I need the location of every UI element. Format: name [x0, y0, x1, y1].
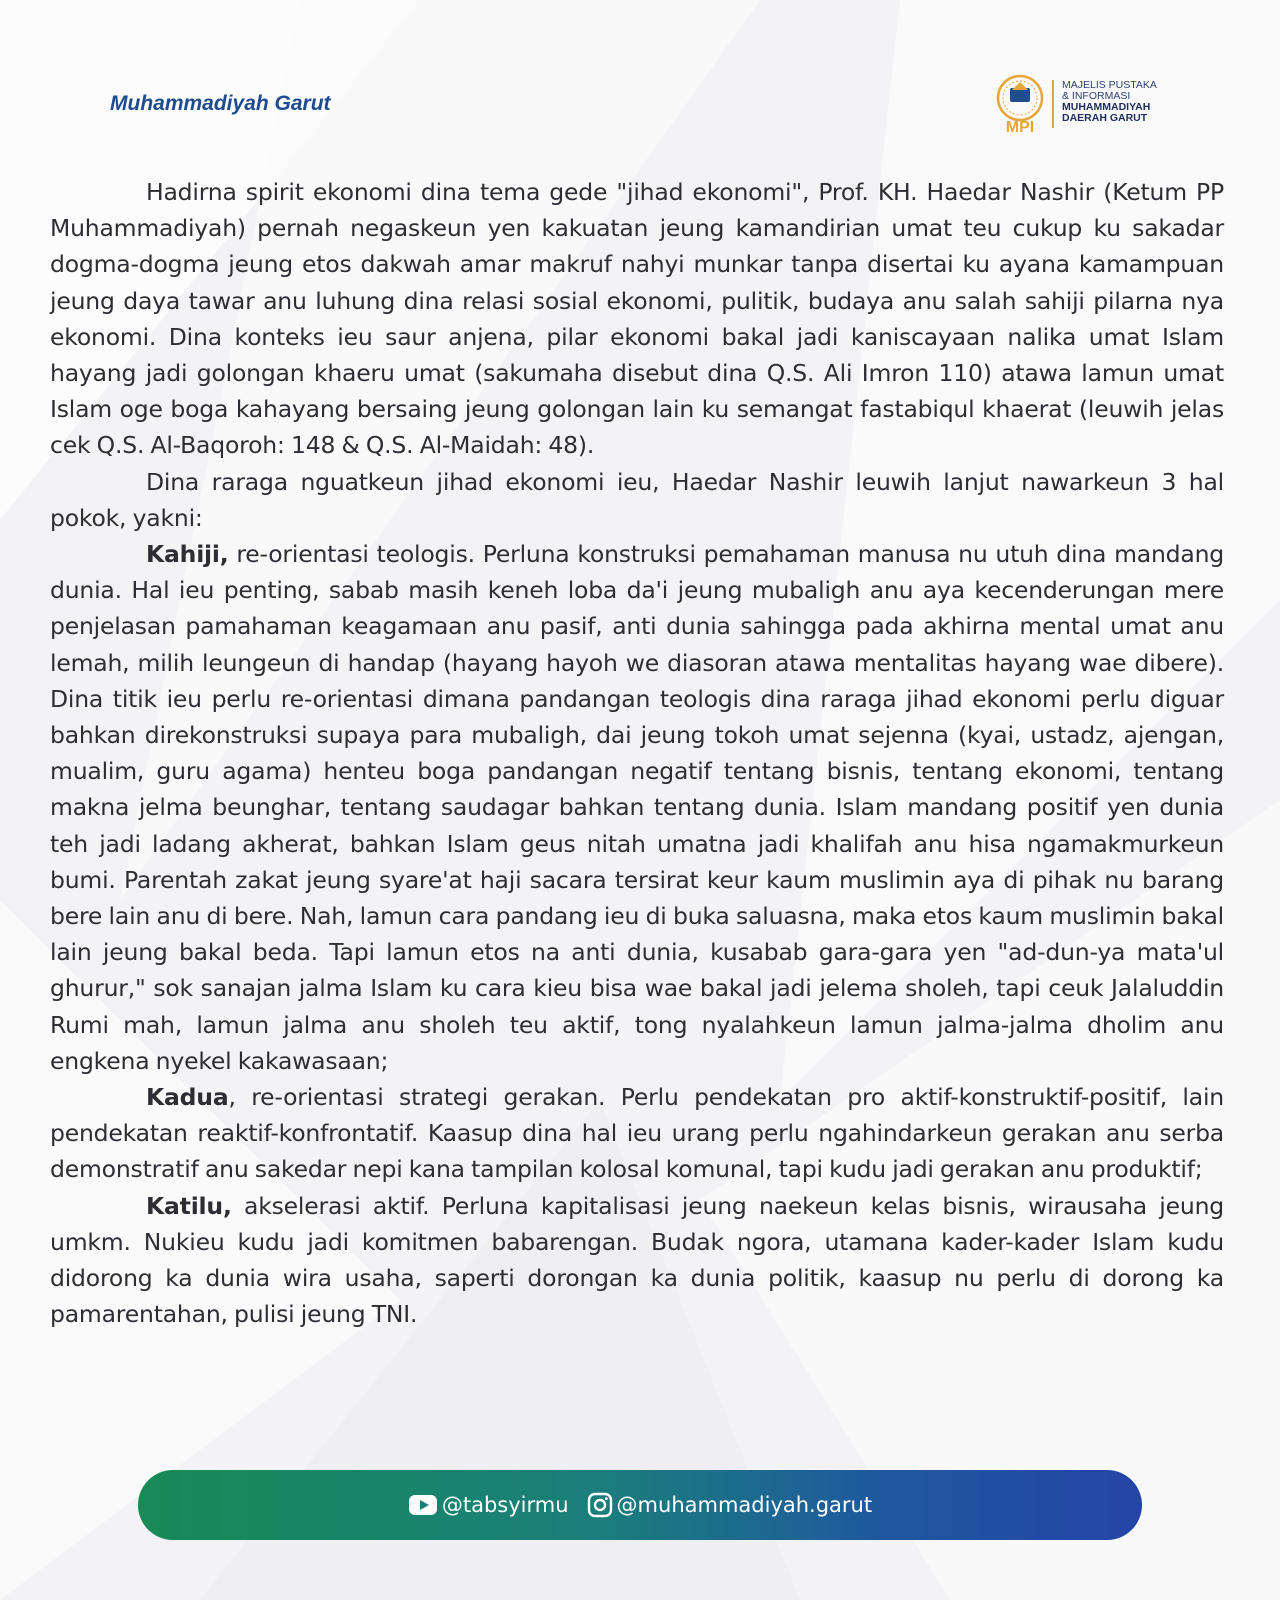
paragraph-4-text: , re-orientasi strategi gerakan. Perlu pendekatan pro aktif-konstruktif-positif, lain pendekatan reaktif-konfrontatif. Kaasup dina hal ieu urang perlu ngahindarkeun gerakan anu serba demonstratif anu sakedar nepi kana tampilan kolosal komunal, tapi kudu jadi gerakan anu produktif; — [50, 1083, 1224, 1184]
paragraph-4 — [50, 1079, 1224, 1188]
logo-text — [1062, 80, 1192, 124]
mpi-emblem-icon — [988, 72, 1052, 136]
article-body — [50, 174, 1224, 1333]
paragraph-2: Dina raraga nguatkeun jihad ekonomi ieu, Haedar Nashir leuwih lanjut nawarkeun 3 hal pokok, yakni: — [50, 467, 1224, 532]
instagram-icon — [587, 1492, 613, 1518]
paragraph-3 — [50, 536, 1224, 1079]
page-title: Muhammadiyah Garut — [110, 92, 331, 115]
logo-line-1: MAJELIS PUSTAKA — [1062, 79, 1157, 91]
paragraph-4-lead: Kadua — [146, 1083, 229, 1112]
paragraph-3-lead: Kahiji, — [146, 540, 229, 569]
paragraph-5 — [50, 1188, 1224, 1333]
instagram-handle: @muhammadiyah.garut — [616, 1493, 873, 1517]
youtube-link[interactable] — [408, 1493, 569, 1517]
mpi-logo — [988, 72, 1188, 136]
logo-line-2: & INFORMASI — [1062, 90, 1131, 102]
logo-line-4: DAERAH GARUT — [1062, 112, 1148, 124]
logo-line-3: MUHAMMADIYAH — [1062, 101, 1151, 113]
logo-divider — [1052, 80, 1054, 128]
paragraph-5-text: akselerasi aktif. Perluna kapitalisasi jeung naekeun kelas bisnis, wirausaha jeung umkm. Nukieu kudu jadi komitmen babarengan. Budak ngora, utamana kader-kader Islam kudu didorong ka dunia wira usaha, saperti dorongan ka dunia politik, kaasup nu perlu di dorong ka pamarentahan, pulisi jeung TNI. — [50, 1191, 1224, 1329]
paragraph-5-lead: Katilu, — [146, 1191, 232, 1220]
emblem-text: MPI — [1005, 119, 1035, 136]
paragraph-3-text: re-orientasi teologis. Perluna konstruksi pemahaman manusa nu utuh dina mandang dunia. Hal ieu penting, sabab masih keneh loba da'i jeung mubaligh anu aya kecenderungan mere penjelasan pamahaman keagamaan anu pasif, anti dunia sahingga pada akhirna mental umat anu lemah, milih leungeun di handap (hayang hayoh we diasoran atawa mentalitas hayang wae dibere). Dina titik ieu perlu re-orientasi dimana pandangan teologis dina raraga jihad ekonomi perlu diguar bahkan direkonstruksi supaya para mubaligh, dai jeung tokoh umat sejenna (kyai, ustadz, ajengan, mualim, guru agama) henteu boga pandangan negatif tentang bisnis, tentang ekonomi, tentang makna jelma beunghar, tentang saudagar bahkan tentang dunia. Islam mandang positif yen dunia teh jadi ladang akherat, bahkan Islam geus nitah umatna jadi khalifah anu hisa ngamakmurkeun bumi. Parentah zakat jeung syare'at haji sacara tersirat keur kaum muslimin aya di pihak nu barang bere lain anu di bere. Nah, lamun cara pandang ieu di buka saluasna, maka etos kaum muslimin bakal lain jeung bakal beda. Tapi lamun etos na anti dunia, kusabab gara-gara yen "ad-dun-ya mata'ul ghurur," sok sanajan jalma Islam ku cara kieu bisa wae bakal jadi jelema sholeh, tapi ceuk Jalaluddin Rumi mah, lamun jalma anu sholeh teu aktif, tong nyalahkeun lamun jalma-jalma dholim anu engkena nyekel kakawasaan; — [50, 540, 1224, 1075]
youtube-icon — [408, 1494, 438, 1516]
paragraph-1: Hadirna spirit ekonomi dina tema gede "jihad ekonomi", Prof. KH. Haedar Nashir (Ketum PP Muhammadiyah) pernah negaskeun yen kakuatan jeung kamandirian umat teu cukup ku sakadar dogma-dogma jeung etos dakwah amar makruf nahyi munkar tanpa disertai ku ayana kamampuan jeung daya tawar anu luhung dina relasi sosial ekonomi, pulitik, budaya anu salah sahiji pilarna nya ekonomi. Dina konteks ieu saur anjena, pilar ekonomi bakal jadi kaniscayaan nalika umat Islam hayang jadi golongan khaeru umat (sakumaha disebut dina Q.S. Ali Imron 110) atawa lamun umat Islam oge boga kahayang bersaing jeung golongan lain ku semangat fastabiqul khaerat (leuwih jelas cek Q.S. Al-Baqoroh: 148 & Q.S. Al-Maidah: 48). — [50, 178, 1224, 460]
youtube-handle: @tabsyirmu — [441, 1493, 569, 1517]
social-footer — [138, 1470, 1142, 1540]
instagram-link[interactable] — [587, 1492, 873, 1518]
